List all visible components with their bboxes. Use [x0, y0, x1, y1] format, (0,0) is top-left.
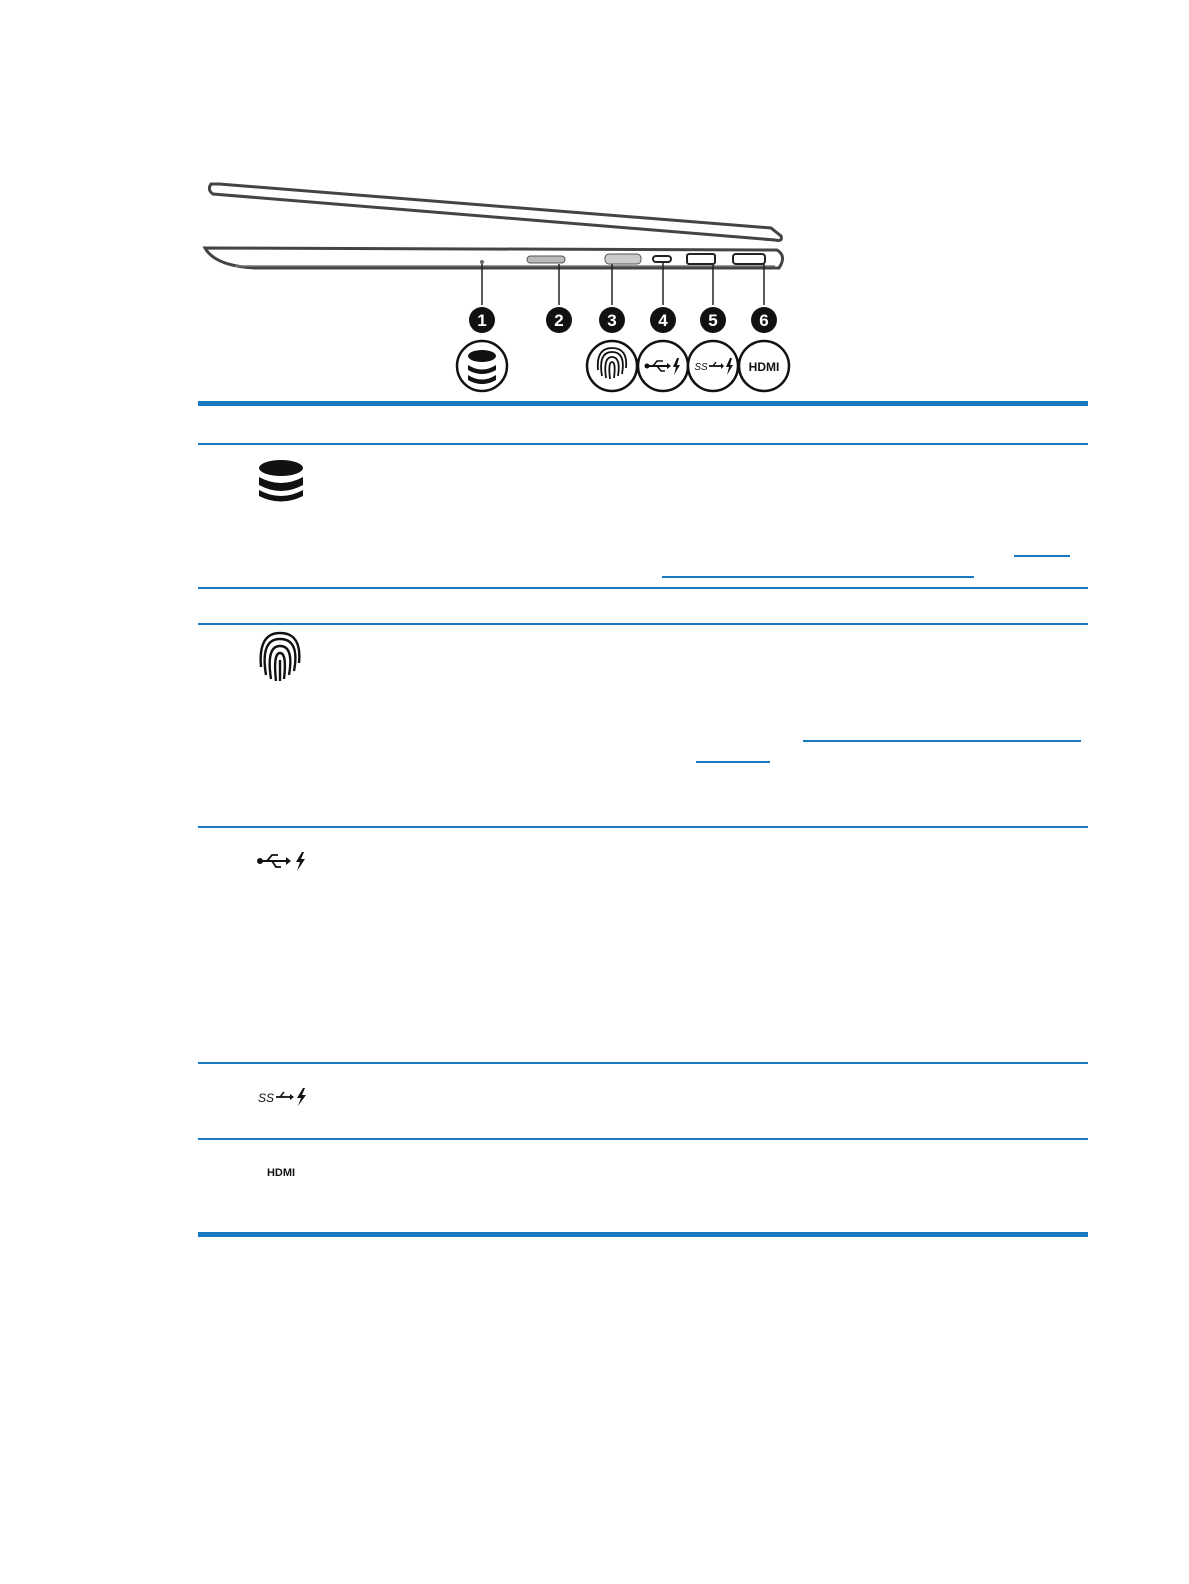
svg-text:6: 6: [759, 311, 769, 330]
svg-text:5: 5: [708, 311, 718, 330]
callout-1: [469, 307, 495, 333]
callout-6: [751, 307, 777, 333]
table-row: [198, 625, 1088, 826]
table-header-row: [198, 406, 1088, 443]
usb-superspeed-power-icon: [256, 1087, 308, 1112]
callout-5: [700, 307, 726, 333]
usb-type-c-power-icon: [256, 850, 308, 877]
table-row: [198, 1064, 1088, 1138]
svg-text:HDMI: HDMI: [748, 360, 780, 374]
usb-superspeed-power-icon: [688, 341, 738, 391]
fingerprint-icon: [256, 631, 304, 690]
table-row: [198, 589, 1088, 623]
cross-reference-link[interactable]: [1014, 555, 1070, 557]
callout-2: [546, 307, 572, 333]
laptop-right-side-figure: [195, 170, 805, 395]
fingerprint-icon: [587, 341, 637, 391]
svg-text:1: 1: [477, 311, 487, 330]
hdmi-port: [733, 254, 765, 264]
table-row: [198, 445, 1088, 587]
usb-type-c-power-icon: [638, 341, 688, 391]
table-bottom-rule: [198, 1232, 1088, 1237]
svg-text:3: 3: [607, 311, 617, 330]
svg-text:4: 4: [658, 311, 668, 330]
hdmi-icon: [256, 1164, 306, 1185]
fingerprint-reader: [605, 254, 641, 264]
cross-reference-link[interactable]: [696, 761, 770, 763]
svg-text:SS: SS: [694, 362, 708, 373]
hdmi-icon: [739, 341, 789, 391]
usb-a-port: [687, 254, 715, 264]
cross-reference-link[interactable]: [662, 576, 974, 578]
callout-4: [650, 307, 676, 333]
table-row: [198, 828, 1088, 1062]
drive-light-icon: [256, 459, 306, 510]
svg-text:SS: SS: [258, 1091, 275, 1105]
table-row: [198, 1140, 1088, 1232]
svg-text:2: 2: [554, 311, 564, 330]
cross-reference-link[interactable]: [803, 740, 1081, 742]
speaker-grille: [527, 256, 565, 263]
drive-light-port: [480, 260, 484, 264]
svg-text:HDMI: HDMI: [266, 1167, 296, 1179]
callout-3: [599, 307, 625, 333]
drive-light-icon: [457, 341, 507, 391]
laptop-lid: [209, 184, 781, 241]
usb-c-port: [653, 256, 671, 262]
components-table: [198, 401, 1088, 1237]
